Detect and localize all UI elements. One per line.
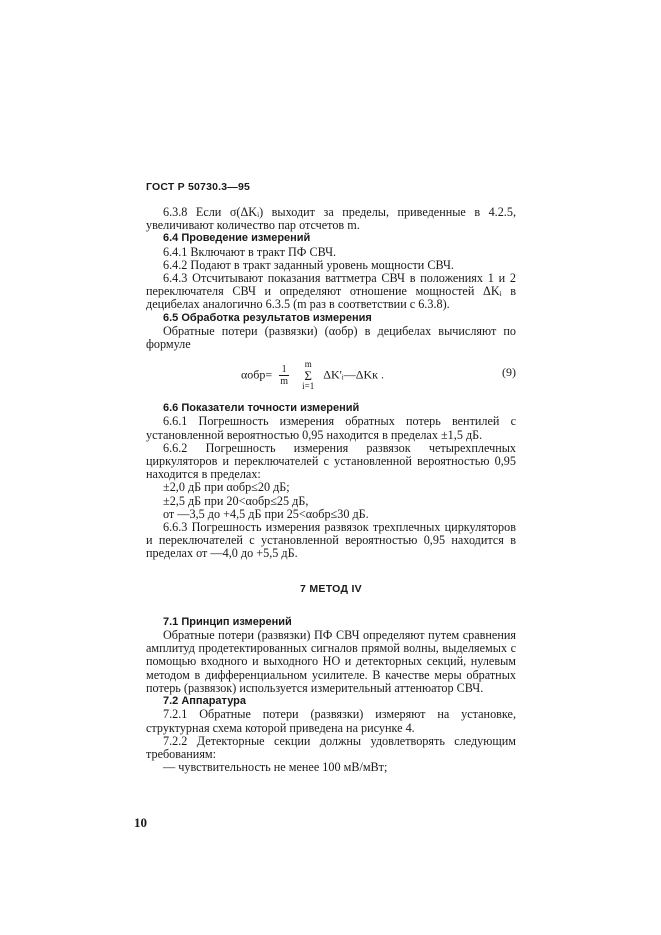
heading-6-6: 6.6 Показатели точности измерений — [163, 402, 360, 415]
paragraph-6-5: Обратные потери (развязки) (αобр) в децибелах вычисляют по формуле — [146, 323, 516, 352]
page-header: ГОСТ Р 50730.3—95 — [146, 181, 251, 193]
body-text — [146, 206, 516, 774]
formula-rhs: ΔK'ᵢ—ΔKк . — [323, 367, 384, 382]
paragraph-6-6-3: 6.6.3 Погрешность измерения развязок трехплечных циркуляторов и переключателей с установленной вероятностью 0,95 находится в пределах от —4,0 до +5,5 дБ. — [146, 520, 516, 561]
heading-7-2: 7.2 Аппаратура — [163, 695, 247, 708]
paragraph-7-2-2: 7.2.2 Детекторные секции должны удовлетворять следующим требованиям: — [146, 733, 516, 761]
paragraph-7-2-2-a: — чувствительность не менее 100 мВ/мВт; — [163, 760, 388, 775]
formula-fraction — [279, 364, 289, 387]
sum-top: m — [304, 359, 312, 370]
paragraph-7-2-1: 7.2.1 Обратные потери (развязки) измеряют на установке, структурная схема которой приведена на рисунке 4. — [146, 707, 516, 735]
page-number: 10 — [134, 815, 147, 830]
formula-lhs: αобр= — [241, 367, 273, 382]
paragraph-6-3-8: 6.3.8 Если σ(ΔKᵢ) выходит за пределы, приведенные в 4.2.5, увеличивают количество пар отсчетов m. — [146, 205, 516, 233]
paragraph-6-4-3: 6.4.3 Отсчитывают показания ваттметра СВЧ в положениях 1 и 2 переключателя СВЧ и определяют отношение мощностей ΔKᵢ в децибелах аналогично 6.3.5 (m раз в соответствии с 6.3.8). — [146, 271, 516, 312]
paragraph-6-4-1: 6.4.1 Включают в тракт ПФ СВЧ. — [163, 244, 337, 259]
heading-6-5: 6.5 Обработка результатов измерения — [163, 311, 372, 324]
paragraph-7-1: Обратные потери (развязки) ПФ СВЧ определяют путем сравнения амплитуд продетектированных сигналов прямой волны, выделяемых с помощью входного и выходного НО и детекторных секций, нулевым методом в дифференциальном усилителе. В качестве меры обратных потерь (развязок) используется измерительный аттенюатор СВЧ. — [146, 628, 516, 695]
paragraph-6-6-2-a: ±2,0 дБ при αобр≤20 дБ; — [163, 480, 290, 495]
sum-bottom: i=1 — [302, 381, 315, 392]
fraction-numerator: 1 — [281, 364, 287, 376]
paragraph-6-6-1: 6.6.1 Погрешность измерения обратных потерь вентилей с установленной вероятностью 0,95 находится в пределах ±1,5 дБ. — [146, 414, 516, 442]
fraction-denominator: m — [280, 376, 289, 388]
paragraph-6-4-2: 6.4.2 Подают в тракт заданный уровень мощности СВЧ. — [163, 257, 454, 272]
equation-number: (9) — [502, 365, 516, 380]
paragraph-6-6-2-c: от —3,5 до +4,5 дБ при 25<αобр≤30 дБ. — [163, 506, 369, 521]
formula-sum — [302, 360, 314, 391]
sum-sign: Σ — [304, 368, 312, 384]
paragraph-6-6-2: 6.6.2 Погрешность измерения развязок четырехплечных циркуляторов и переключателей с установленной вероятностью 0,95 находится в пределах: — [146, 440, 516, 482]
section-title-7: 7 МЕТОД IV — [299, 582, 362, 595]
formula-9 — [146, 354, 516, 396]
heading-7-1: 7.1 Принцип измерений — [163, 615, 292, 628]
heading-6-4: 6.4 Проведение измерений — [163, 232, 311, 245]
paragraph-6-6-2-b: ±2,5 дБ при 20<αобр≤25 дБ, — [163, 493, 309, 508]
